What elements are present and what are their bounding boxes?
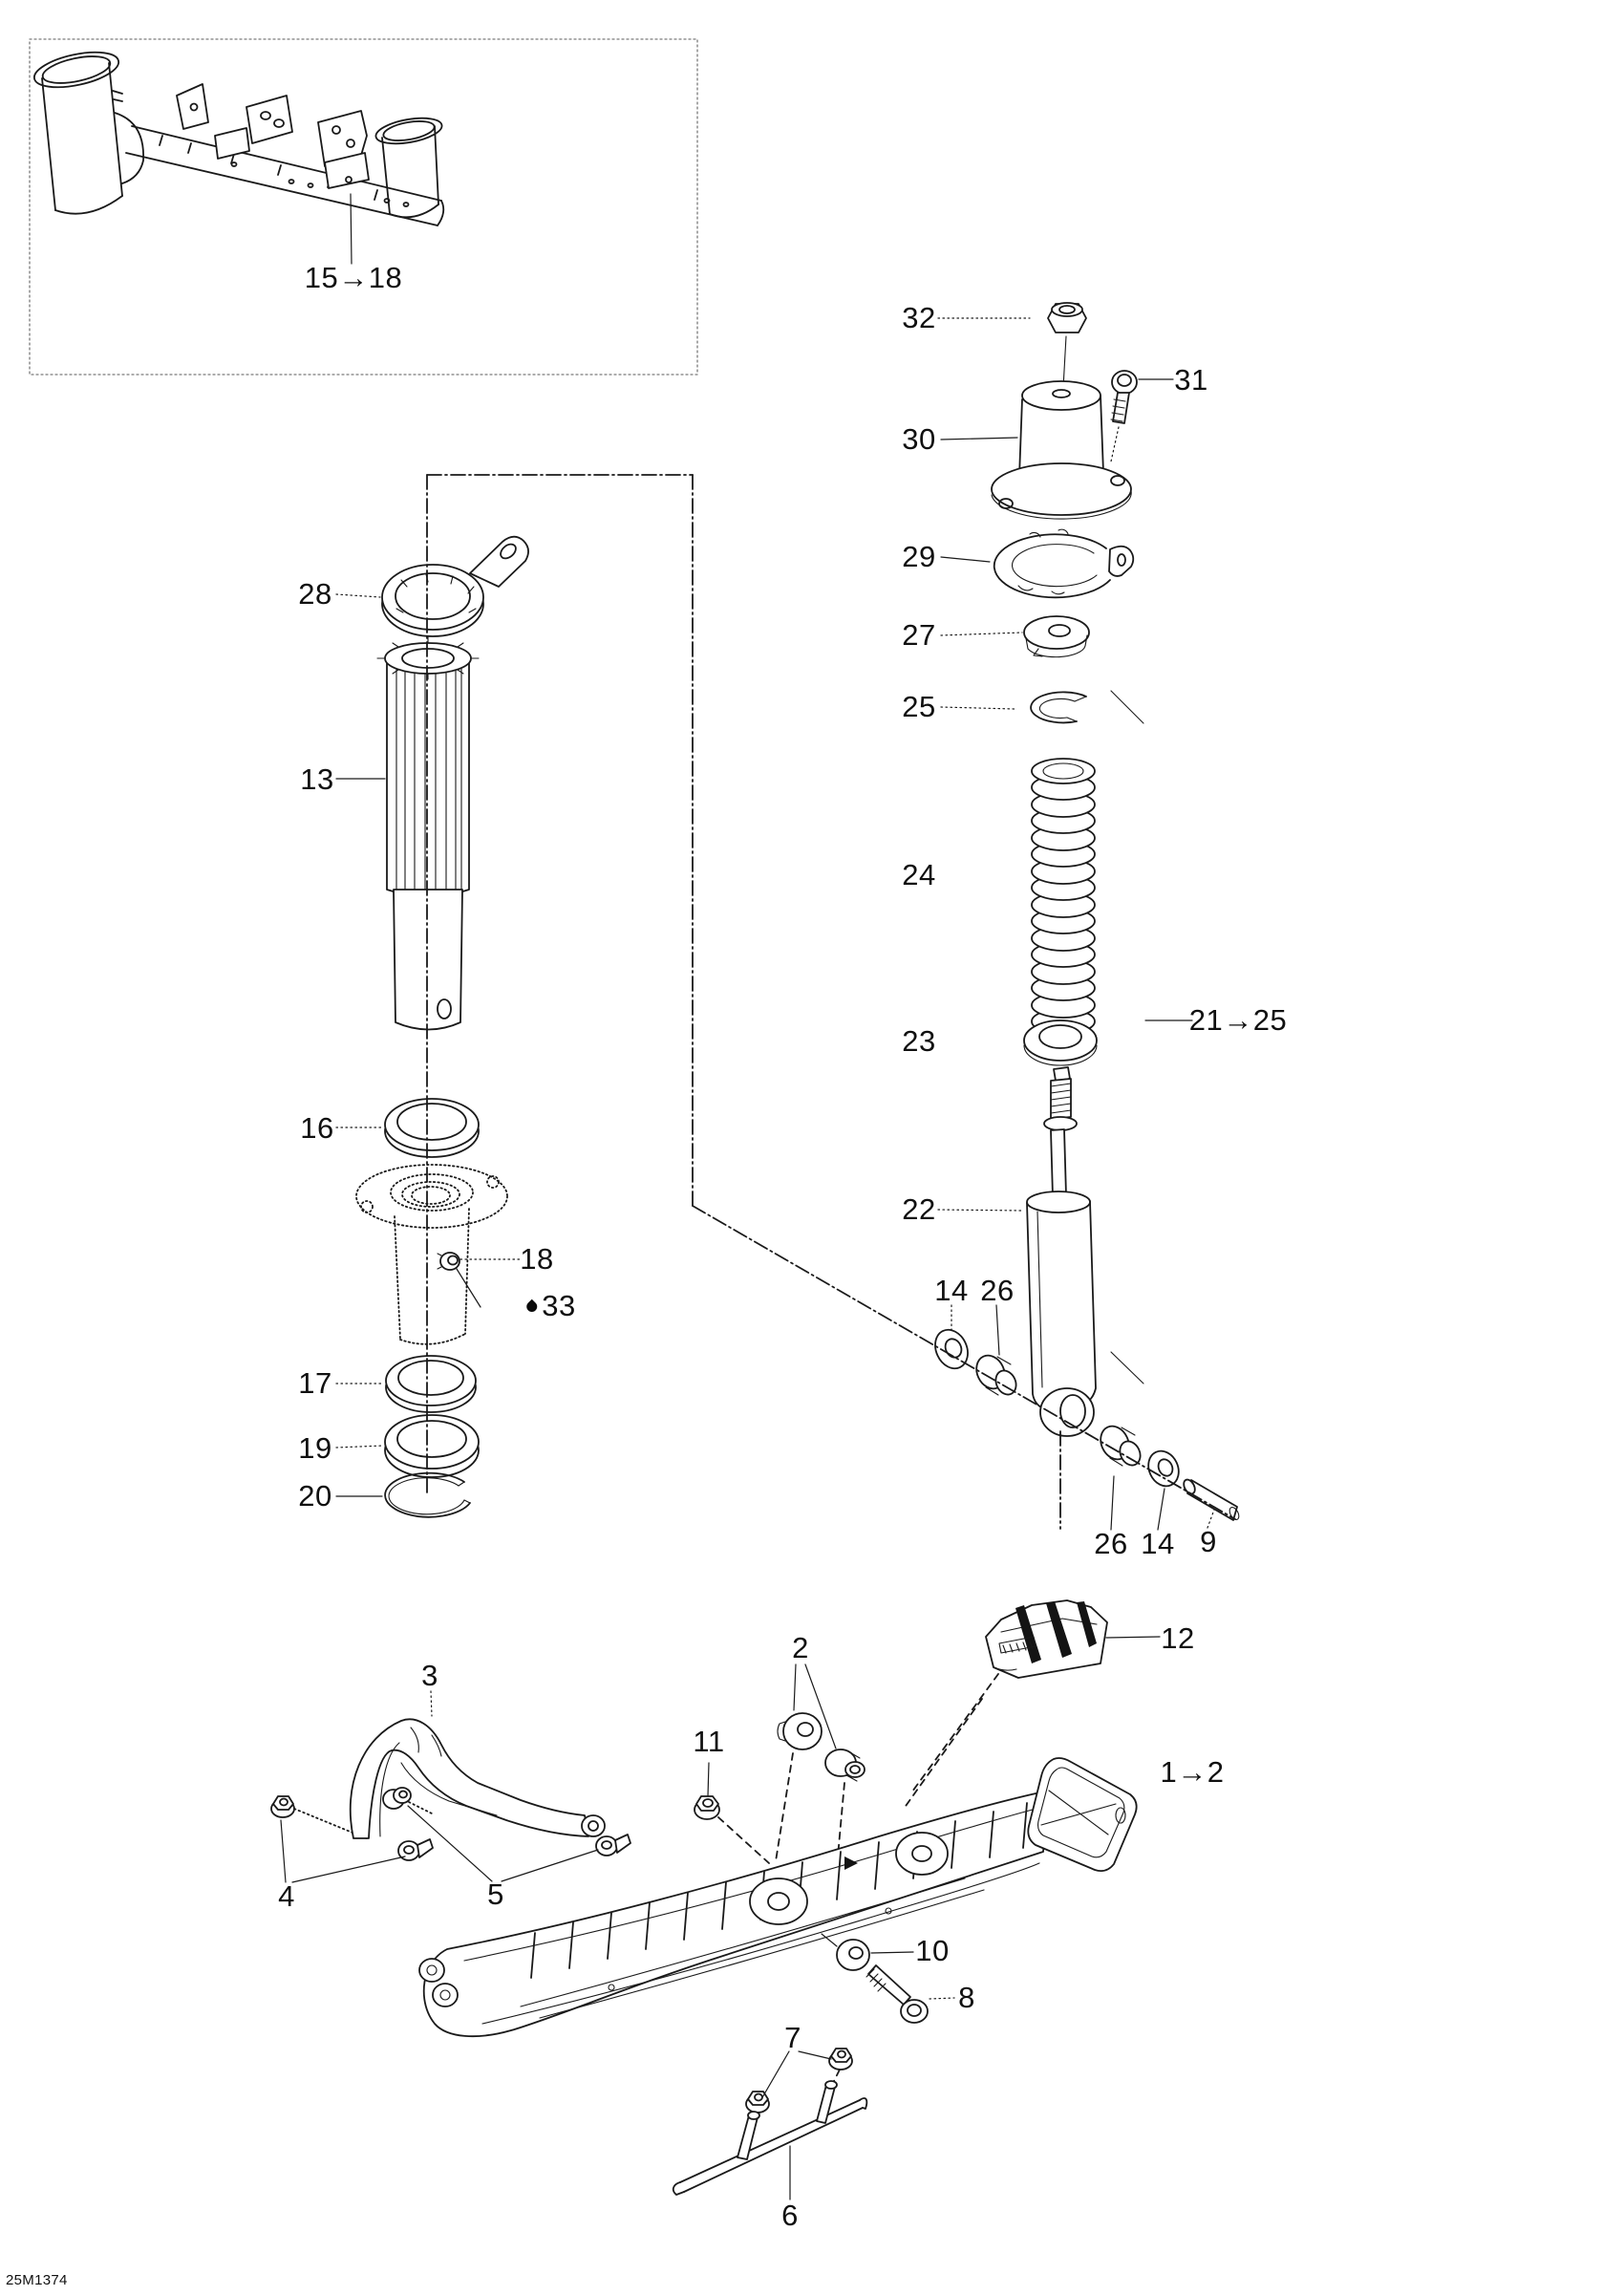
callout-15-18: 15→18 [304,261,403,294]
screw-5a-drawing [383,1788,411,1809]
callout-1-2: 1→2 [1160,1755,1225,1789]
ring-17-drawing [386,1356,476,1412]
bolt-8-drawing [866,1965,928,2023]
spring-24-drawing [1032,759,1095,1034]
pin-9-drawing [1182,1478,1241,1521]
ring-19-drawing [385,1415,479,1477]
callout-16: 16 [300,1111,334,1145]
handle-3-drawing [351,1719,605,1838]
callout-22: 22 [902,1192,936,1226]
screw-5b-drawing [596,1835,630,1856]
front-axle-frame-drawing [32,46,444,225]
washer-23-drawing [1024,1020,1097,1065]
washer-10-drawing [837,1940,869,1970]
callout-12: 12 [1161,1621,1195,1655]
callout-14-lower: 14 [1141,1527,1175,1560]
lock-ring-wrench-28-drawing [382,537,528,636]
shock-absorber-22-drawing [1027,1067,1096,1436]
callout-11: 11 [693,1725,725,1758]
callout-23: 23 [902,1024,936,1058]
callout-26-upper: 26 [980,1274,1015,1307]
callout-14-upper: 14 [934,1274,969,1307]
spring-cup-30-drawing [992,381,1131,519]
callout-29: 29 [902,540,936,573]
callout-33-text: 33 [542,1289,576,1322]
ski-stopper-12-drawing [986,1600,1107,1678]
callout-3: 3 [421,1659,438,1692]
reference-line-lower [1111,1352,1143,1384]
callout-7: 7 [784,2021,801,2054]
callout-31: 31 [1174,363,1208,397]
callout-25: 25 [902,690,936,723]
callout-32: 32 [902,301,936,334]
callout-26-lower: 26 [1094,1527,1128,1560]
nut-11-drawing [694,1796,719,1819]
callout-33 [526,1289,575,1323]
phantom-ski-leg-drawing [356,1165,507,1344]
callout-9: 9 [1200,1525,1217,1558]
nut-7b-drawing [829,2049,852,2070]
callout-27: 27 [902,618,936,652]
retainer-29-drawing [994,529,1134,597]
runner-6-drawing [673,2081,867,2195]
washer-14-upper-drawing [930,1324,974,1374]
callout-6: 6 [781,2199,799,2232]
callout-18: 18 [520,1242,554,1276]
callout-30: 30 [902,422,936,456]
callout-2: 2 [792,1631,809,1664]
screw-31-drawing [1111,371,1137,461]
callout-4: 4 [278,1879,295,1913]
callout-13: 13 [300,762,334,796]
callout-10: 10 [915,1934,950,1967]
callout-17: 17 [298,1366,332,1400]
spring-cap-27-drawing [1024,616,1089,657]
bushing-16-drawing [385,1099,479,1157]
document-number: 25M1374 [6,2272,68,2288]
coil-ring-25-drawing [1031,692,1086,722]
bushing-2b-drawing [825,1749,865,1781]
reference-line-upper [1111,691,1143,723]
phantom-centerlines [427,475,1235,1529]
steering-post-13-drawing [377,637,479,1030]
callout-5: 5 [487,1878,504,1911]
callout-24: 24 [902,858,936,891]
washer-2a-drawing [778,1713,822,1749]
nut-7a-drawing [746,2092,769,2113]
bolt-18-drawing [438,1253,459,1270]
callout-19: 19 [298,1431,332,1465]
ski-drawing [419,1758,1137,2036]
callout-21-25: 21→25 [1188,1003,1288,1037]
inset-box [30,39,697,375]
nut-4a-drawing [271,1796,294,1817]
callout-28: 28 [298,577,332,611]
callout-8: 8 [958,1981,975,2014]
callout-20: 20 [298,1479,332,1513]
oil-drop-icon [524,1298,540,1314]
